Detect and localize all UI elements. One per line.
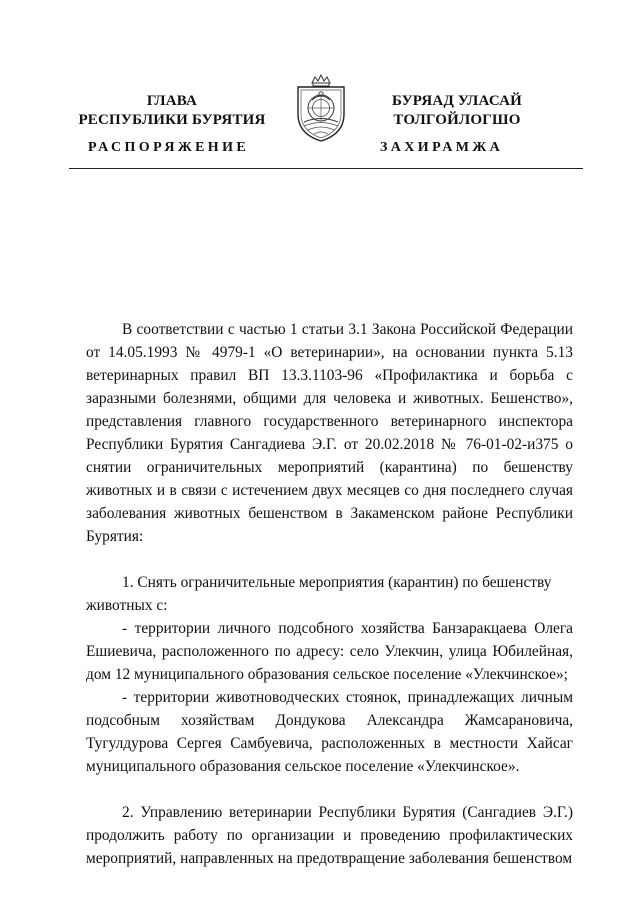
- item-1-subitem-1: - территории личного подсобного хозяйства Банзаракцаева Олега Ешиевича, расположенного по адресу: село Улекчин, улица Юбилейная, дом 12 муниципального образования сельское поселение «Улекчинское»;: [86, 620, 573, 683]
- header-right: [357, 92, 557, 130]
- header-right-title: БУРЯАД УЛАСАЙ: [391, 93, 523, 109]
- document-body: [86, 318, 573, 870]
- item-1-intro: 1. Снять ограничительные мероприятия (карантин) по бешенству: [122, 574, 552, 591]
- preamble-paragraph: В соответствии с частью 1 статьи 3.1 Закона Российской Федерации от 14.05.1993 № 4979-1 «О ветеринарии», на основании пункта 5.13 ветеринарных правил ВП 13.3.1103-96 «Профилактика и борьба с заразными болезнями, общими для человека и животных. Бешенство», представления главного государственного ветеринарного инспектора Республики Бурятия Сангадиева Э.Г. от 20.02.2018 № 76-01-02-и375 о снятии ограничительных мероприятий (карантина) по бешенству животных и в связи с истечением двух месяцев со дня последнего случая заболевания животных бешенством в Закаменском районе Республики Бурятия:: [86, 321, 573, 545]
- coat-of-arms-icon: [290, 74, 352, 144]
- item-2-paragraph: 2. Управлению ветеринарии Республики Бурятия (Сангадиев Э.Г.) продолжить работу по организации и проведению профилактических мероприятий, направленных на предотвращение заболевания бешенством: [86, 804, 573, 867]
- header-right-subtitle: ТОЛГОЙЛОГШО: [393, 112, 521, 128]
- header-left: [72, 92, 272, 130]
- act-type-left: РАСПОРЯЖЕНИЕ: [88, 140, 250, 155]
- header-divider: [69, 168, 583, 169]
- item-1-continuation: животных с:: [86, 597, 168, 614]
- act-type-right: ЗАХИРАМЖА: [380, 140, 504, 155]
- header-left-title: ГЛАВА: [146, 93, 198, 109]
- header-left-subtitle: РЕСПУБЛИКИ БУРЯТИЯ: [78, 112, 266, 128]
- item-1-subitem-2: - территории животноводческих стоянок, принадлежащих личным подсобным хозяйствам Дондукова Александра Жамсарановича, Тугулдурова Сергея Самбуевича, расположенных в местности Хайсаг муниципального образования сельское поселение «Улекчинское».: [86, 689, 573, 775]
